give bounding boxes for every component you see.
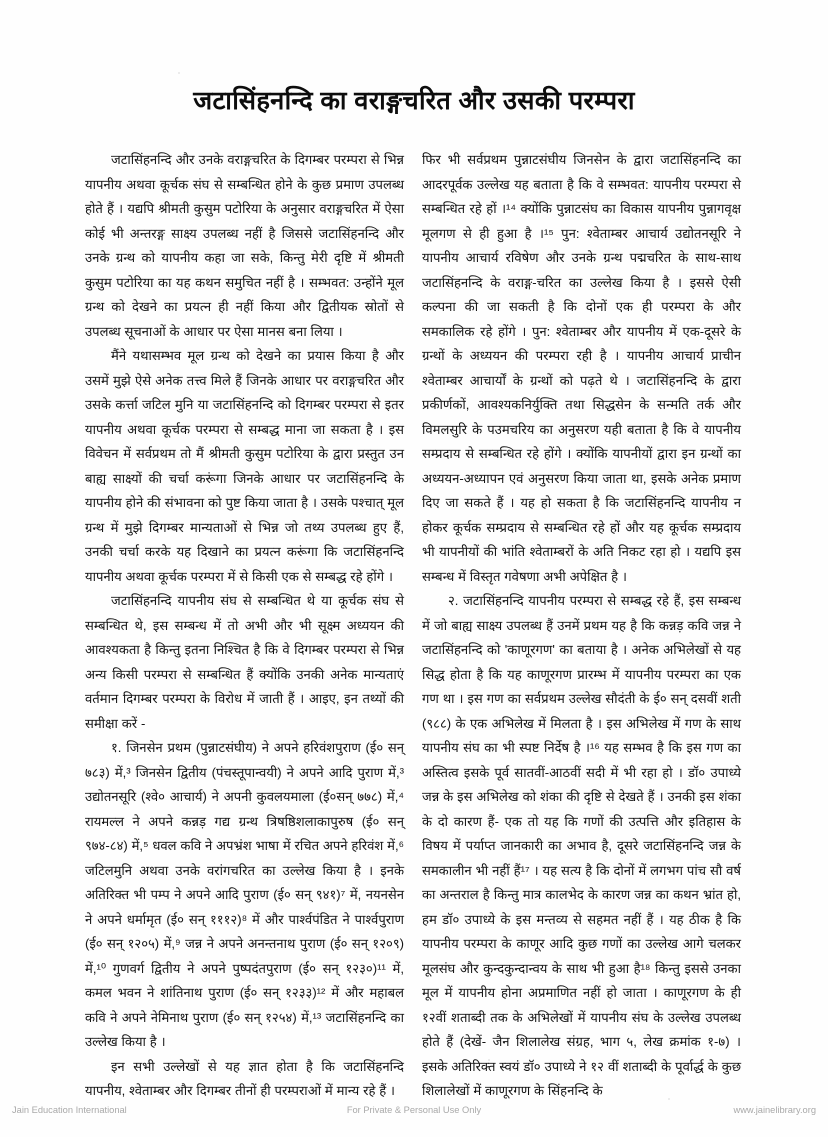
two-column-body	[85, 148, 741, 1098]
right-text-column	[422, 148, 741, 1104]
paragraph: फिर भी सर्वप्रथम पुन्नाटसंघीय जिनसेन के द्वारा जटासिंहनन्दि का आदरपूर्वक उल्लेख यह बताता है कि वे सम्भवत: यापनीय परम्परा से सम्बन्धित रहे हों ।¹⁴ क्योंकि पुन्नाटसंघ का विकास यापनीय पुन्नागवृक्ष मूलगण से ही हुआ है ।¹⁵ पुन: श्वेताम्बर आचार्य उद्योतनसूरि ने यापनीय आचार्य रविषेण और उनके ग्रन्थ पद्मचरित के साथ-साथ जटासिंहनन्दि के वराङ्ग-चरित का उल्लेख किया है । इससे ऐसी कल्पना की जा सकती है कि दोनों एक ही परम्परा के और समकालिक रहे होंगे । पुन: श्वेताम्बर और यापनीय में एक-दूसरे के ग्रन्थों के अध्ययन की परम्परा रही है । यापनीय आचार्य प्राचीन श्वेताम्बर आचार्यों के ग्रन्थों को पढ़ते थे । जटासिंहनन्दि के द्वारा प्रकीर्णकों, आवश्यकनिर्युक्ति तथा सिद्धसेन के सन्मति तर्क और विमलसुरि के पउमचरिय का अनुसरण यही बताता है कि वे यापनीय सम्प्रदाय से सम्बन्धित रहे होंगे । क्योंकि यापनीयों द्वारा इन ग्रन्थों का अध्ययन-अध्यापन एवं अनुसरण किया जाता था, इसके अनेक प्रमाण दिए जा सकते हैं । यह हो सकता है कि जटासिंहनन्दि यापनीय न होकर कूर्चक सम्प्रदाय से सम्बन्धित रहे हों और यह कूर्चक सम्प्रदाय भी यापनीयों की भांति श्वेताम्बरों के अति निकट रहा हो । यद्यपि इस सम्बन्ध में विस्तृत गवेषणा अभी अपेक्षित है ।	[422, 152, 741, 584]
footer-publisher-credit: Jain Education International	[12, 1105, 127, 1115]
numbered-item-paragraph: १. जिनसेन प्रथम (पुन्नाटसंघीय) ने अपने हरिवंशपुराण (ई० सन् ७८३) में,³ जिनसेन द्वितीय (पंचस्तूपान्वयी) ने अपने आदि पुराण में,³ उद्योतनसूरि (श्वे० आचार्य) ने अपनी कुवलयमाला (ई०सन् ७७८) में,⁴ रायमल्ल ने अपने कन्नड़ गद्य ग्रन्थ त्रिषष्ठिशलाकापुरुष (ई० सन् ९७४-८४) में,⁵ धवल कवि ने अपभ्रंश भाषा में रचित अपने हरिवंश में,⁶ जटिलमुनि अथवा उनके वरांगचरित का उल्लेख किया है । इनके अतिरिक्त भी पम्प ने अपने आदि पुराण (ई० सन् ९४१)⁷ में, नयनसेन ने अपने धर्मामृत (ई० सन् १११२)⁸ में और पार्श्वपंडित ने पार्श्वपुराण (ई० सन् १२०५) में,⁹ जन्न ने अपने अनन्तनाथ पुराण (ई० सन् १२०९) में,¹⁰ गुणवर्ग द्वितीय ने अपने पुष्पदंतपुराण (ई० सन् १२३०)¹¹ में, कमल भवन ने शांतिनाथ पुराण (ई० सन् १२३३)¹² में और महाबल कवि ने अपने नेमिनाथ पुराण (ई० सन् १२५४) में,¹³ जटासिंहनन्दि का उल्लेख किया है ।	[85, 740, 404, 1049]
paragraph: इन सभी उल्लेखों से यह ज्ञात होता है कि जटासिंहनन्दि यापनीय, श्वेताम्बर और दिगम्बर तीनों ही परम्पराओं में मान्य रहे हैं ।	[85, 1058, 404, 1098]
footer-website-url[interactable]: www.jainelibrary.org	[733, 1105, 816, 1115]
footer-usage-notice: For Private & Personal Use Only	[346, 1105, 482, 1115]
page-footer	[0, 1105, 828, 1125]
scan-speck	[178, 72, 180, 74]
paragraph: जटासिंहनन्दि यापनीय संघ से सम्बन्धित थे या कूर्चक संघ से सम्बन्धित थे, इस सम्बन्ध में तो अभी और भी सूक्ष्म अध्ययन की आवश्यकता है किन्तु इतना निश्चित है कि वे दिगम्बर परम्परा से भिन्न अन्य किसी परम्परा से सम्बन्धित हैं क्योंकि उनकी अनेक मान्यताएं वर्तमान दिगम्बर परम्परा के विरोध में जाती हैं । आइए, इन तथ्यों की समीक्षा करें -	[85, 593, 404, 731]
paragraph: मैंने यथासम्भव मूल ग्रन्थ को देखने का प्रयास किया है और उसमें मुझे ऐसे अनेक तत्त्व मिले हैं जिनके आधार पर वराङ्गचरित और उसके कर्त्ता जटिल मुनि या जटासिंहनन्दि को दिगम्बर परम्परा से इतर यापनीय अथवा कूर्चक परम्परा से सम्बद्ध माना जा सकता है । इस विवेचन में सर्वप्रथम तो मैं श्रीमती कुसुम पटोरिया के द्वारा प्रस्तुत उन बाह्य साक्ष्यों की चर्चा करूंगा जिनके आधार पर जटासिंहनन्दि के यापनीय होने की संभावना को पुष्ट किया जाता है । उसके पश्चात् मूल ग्रन्थ में मुझे दिगम्बर मान्यताओं से भिन्न जो तथ्य उपलब्ध हुए हैं, उनकी चर्चा करके यह दिखाने का प्रयत्न करूंगा कि जटासिंहनन्दि यापनीय अथवा कूर्चक परम्परा में से किसी एक से सम्बद्ध रहे होंगे ।	[85, 348, 404, 584]
left-text-column	[85, 148, 404, 1104]
numbered-item-paragraph: २. जटासिंहनन्दि यापनीय परम्परा से सम्बद्ध रहे हैं, इस सम्बन्ध में जो बाह्य साक्ष्य उपलब्ध हैं उनमें प्रथम यह है कि कन्नड़ कवि जन्न ने जटासिंहनन्दि को 'काणूरगण' का बताया है । अनेक अभिलेखों से यह सिद्ध होता है कि यह काणूरगण प्रारम्भ में यापनीय परम्परा का एक गण था । इस गण का सर्वप्रथम उल्लेख सौदंती के ई० सन् दसवीं शती (९८८) के एक अभिलेख में मिलता है । इस अभिलेख में गण के साथ यापनीय संघ का भी स्पष्ट निर्देष है ।¹⁶ यह सम्भव है कि इस गण का अस्तित्व इसके पूर्व सातवीं-आठवीं सदी में भी रहा हो । डॉ० उपाध्ये जन्न के इस अभिलेख को शंका की दृष्टि से देखते हैं । उनकी इस शंका के दो कारण हैं- एक तो यह कि गणों की उत्पत्ति और इतिहास के विषय में पर्याप्त जानकारी का अभाव है, दूसरे जटासिंहनन्दि जन्न के समकालीन भी नहीं हैं¹⁷ । यह सत्य है कि दोनों में लगभग पांच सौ वर्ष का अन्तराल है किन्तु मात्र कालभेद के कारण जन्न का कथन भ्रांत हो, हम डॉ० उपाध्ये के इस मन्तव्य से सहमत नहीं हैं । यह ठीक है कि यापनीय परम्परा के काणूर आदि कुछ गणों का उल्लेख आगे चलकर मूलसंघ और कुन्दकुन्दान्वय के साथ भी हुआ है¹⁸ किन्तु इससे उनका मूल में यापनीय होना अप्रमाणित नहीं हो जाता । काणूरगण के ही १२वीं शताब्दी तक के अभिलेखों में यापनीय संघ के उल्लेख उपलब्ध होते हैं (देखें- जैन शिलालेख संग्रह, भाग ५, लेख क्रमांक १-७) । इसके अतिरिक्त स्वयं डॉ० उपाध्ये ने १२ वीं शताब्दी के पूर्वार्द्ध के कुछ शिलालेखों में काणूरगण के सिंहनन्दि के	[422, 593, 741, 1098]
paragraph: जटासिंहनन्दि और उनके वराङ्गचरित के दिगम्बर परम्परा से भिन्न यापनीय अथवा कूर्चक संघ से सम्बन्धित होने के कुछ प्रमाण उपलब्ध होते हैं । यद्यपि श्रीमती कुसुम पटोरिया के अनुसार वराङ्गचरित में ऐसा कोई भी अन्तरङ्ग साक्ष्य उपलब्ध नहीं है जिससे‍ जटासिंहनन्दि और उनके ग्रन्थ को यापनीय कहा जा सके, किन्तु मेरी दृष्टि में श्रीमती कुसुम पटोरिया का यह कथन समुचित नहीं है । सम्भवत: उन्होंने मूल ग्रन्थ को देखने का प्रयत्न ही नहीं किया और द्वितीयक स्रोतों से उपलब्ध सूचनाओं के आधार पर ऐसा मानस बना लिया ।	[85, 152, 404, 339]
page-title: जटासिंहनन्दि का वराङ्गचरित और उसकी परम्परा	[193, 87, 635, 116]
